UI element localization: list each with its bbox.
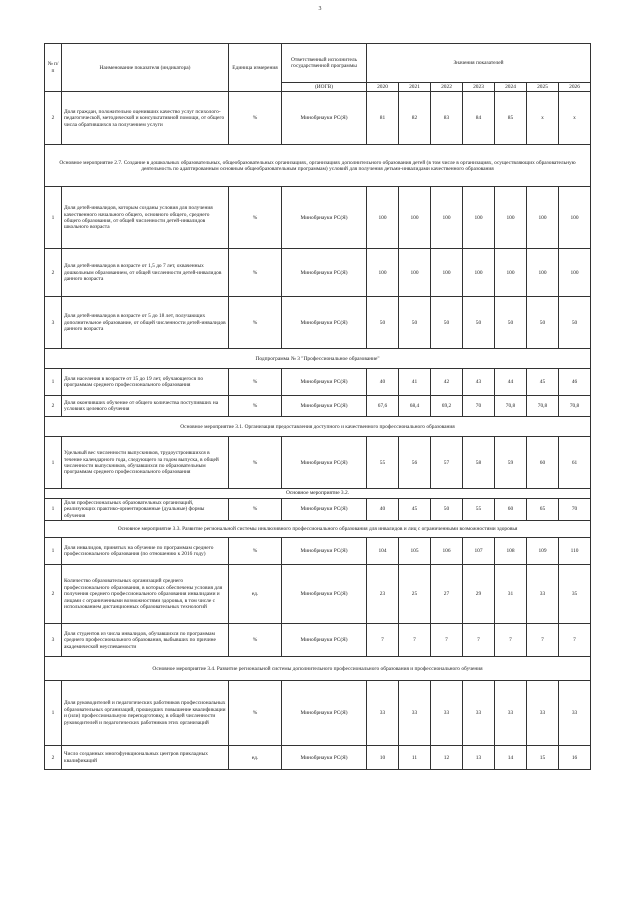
value-cell: 55 xyxy=(463,498,495,520)
value-cell: 43 xyxy=(463,369,495,396)
value-cell: 11 xyxy=(399,746,431,770)
row-num: 1 xyxy=(45,187,62,249)
value-cell: 40 xyxy=(367,498,399,520)
section-title: Основное мероприятие 3.1. Организация предоставления доступного и качественного профессионального образования xyxy=(45,417,591,437)
section-title: Основное мероприятие 3.4. Развитие региональной системы дополнительного профессионального образования и профессионального обучения xyxy=(45,657,591,681)
indicator-name: Доля населения в возрасте от 15 до 19 лет, обучающегося по программам среднего профессионального образования xyxy=(62,369,229,396)
value-cell: 70,8 xyxy=(527,396,559,417)
header-year: 2021 xyxy=(399,83,431,92)
value-cell: 12 xyxy=(431,746,463,770)
table-row xyxy=(45,437,591,489)
value-cell: 10 xyxy=(367,746,399,770)
value-cell: 15 xyxy=(527,746,559,770)
value-cell: 100 xyxy=(463,187,495,249)
value-cell: 100 xyxy=(367,187,399,249)
value-cell: 100 xyxy=(559,187,591,249)
unit: % xyxy=(229,624,282,657)
page-number: 3 xyxy=(318,6,322,12)
value-cell: 13 xyxy=(463,746,495,770)
value-cell: 23 xyxy=(367,565,399,624)
section-title: Основное мероприятие 2.7. Создание в дошкольных образовательных, общеобразовательных организациях, организациях дополнительного образования детей (в том числе в организациях, осуществляющих образовательную деятельность по адаптированным основным общеобразовательным программам) условий для получения детьми-инвалидами качественного образования xyxy=(45,145,591,187)
value-cell: 27 xyxy=(431,565,463,624)
unit: % xyxy=(229,187,282,249)
value-cell: 33 xyxy=(527,565,559,624)
row-num: 1 xyxy=(45,437,62,489)
value-cell: 70,8 xyxy=(495,396,527,417)
header-year: 2025 xyxy=(527,83,559,92)
value-cell: 108 xyxy=(495,538,527,565)
value-cell: 69,2 xyxy=(431,396,463,417)
value-cell: 7 xyxy=(431,624,463,657)
indicator-name: Доля окончивших обучение от общего количества поступивших на условиях целевого обучения xyxy=(62,396,229,417)
row-num: 1 xyxy=(45,369,62,396)
table-row xyxy=(45,92,591,145)
value-cell: 105 xyxy=(399,538,431,565)
section-row xyxy=(45,145,591,187)
indicator-name: Доля детей-инвалидов, которым созданы условия для получения качественного начального общего, основного общего, среднего общего образования, от общей численности детей-инвалидов школьного возраста xyxy=(62,187,229,249)
value-cell: х xyxy=(559,92,591,145)
value-cell: 50 xyxy=(431,498,463,520)
value-cell: 100 xyxy=(527,249,559,297)
executor: Минобрнауки РС(Я) xyxy=(282,498,367,520)
unit: % xyxy=(229,396,282,417)
row-num: 2 xyxy=(45,746,62,770)
value-cell: 100 xyxy=(431,187,463,249)
table-row xyxy=(45,681,591,746)
section-title: Основное мероприятие 3.3. Развитие региональной системы инклюзивного профессионального образования для инвалидов и лиц с ограниченными возможностями здоровья xyxy=(45,521,591,538)
header-exec-abbr: (ИОГВ) xyxy=(282,83,367,92)
table-row xyxy=(45,396,591,417)
table-row xyxy=(45,498,591,520)
table-row xyxy=(45,249,591,297)
value-cell: 45 xyxy=(527,369,559,396)
value-cell: 7 xyxy=(367,624,399,657)
executor: Минобрнауки РС(Я) xyxy=(282,746,367,770)
value-cell: 100 xyxy=(559,249,591,297)
indicator-name: Доля инвалидов, принятых на обучение по программам среднего профессионального образования (по отношению к 2016 году) xyxy=(62,538,229,565)
indicator-name: Доля детей-инвалидов в возрасте от 5 до 18 лет, получающих дополнительное образование, от общей численности детей-инвалидов данного возраста xyxy=(62,297,229,349)
value-cell: 70 xyxy=(463,396,495,417)
unit: ед. xyxy=(229,565,282,624)
value-cell: 33 xyxy=(367,681,399,746)
value-cell: 68,4 xyxy=(399,396,431,417)
value-cell: х xyxy=(527,92,559,145)
value-cell: 60 xyxy=(495,498,527,520)
indicator-name: Число созданных многофункциональных центров прикладных квалификаций xyxy=(62,746,229,770)
unit: ед. xyxy=(229,746,282,770)
executor: Минобрнауки РС(Я) xyxy=(282,565,367,624)
section-row xyxy=(45,417,591,437)
table-row xyxy=(45,187,591,249)
value-cell: 67,6 xyxy=(367,396,399,417)
value-cell: 7 xyxy=(463,624,495,657)
value-cell: 7 xyxy=(559,624,591,657)
value-cell: 61 xyxy=(559,437,591,489)
value-cell: 70,8 xyxy=(559,396,591,417)
value-cell: 107 xyxy=(463,538,495,565)
header-year: 2024 xyxy=(495,83,527,92)
value-cell: 7 xyxy=(527,624,559,657)
value-cell: 100 xyxy=(527,187,559,249)
executor: Минобрнауки РС(Я) xyxy=(282,396,367,417)
row-num: 3 xyxy=(45,297,62,349)
table-row xyxy=(45,538,591,565)
value-cell: 84 xyxy=(463,92,495,145)
value-cell: 44 xyxy=(495,369,527,396)
section-title: Основное мероприятие 3.2. xyxy=(45,489,591,498)
section-row xyxy=(45,657,591,681)
indicator-name: Удельный вес численности выпускников, трудоустроившихся в течение календарного года, следующего за годом выпуска, в общей численности выпускников, обучавшихся по образовательным программам среднего профессионального образования xyxy=(62,437,229,489)
table-row xyxy=(45,369,591,396)
executor: Минобрнауки РС(Я) xyxy=(282,437,367,489)
unit: % xyxy=(229,681,282,746)
executor: Минобрнауки РС(Я) xyxy=(282,681,367,746)
unit: % xyxy=(229,249,282,297)
value-cell: 59 xyxy=(495,437,527,489)
unit: % xyxy=(229,92,282,145)
header-exec: Ответственный исполнитель государственной программы xyxy=(282,44,367,83)
row-num: 2 xyxy=(45,249,62,297)
indicator-name: Доля руководителей и педагогических работников профессиональных образовательных организаций, прошедших повышение квалификации и (или) профессиональную переподготовку, в общей численности руководителей и педагогических работников этих организаций xyxy=(62,681,229,746)
executor: Минобрнауки РС(Я) xyxy=(282,538,367,565)
value-cell: 14 xyxy=(495,746,527,770)
value-cell: 7 xyxy=(495,624,527,657)
value-cell: 46 xyxy=(559,369,591,396)
table-row xyxy=(45,624,591,657)
row-num: 1 xyxy=(45,538,62,565)
value-cell: 41 xyxy=(399,369,431,396)
value-cell: 100 xyxy=(399,187,431,249)
value-cell: 33 xyxy=(463,681,495,746)
value-cell: 81 xyxy=(367,92,399,145)
value-cell: 50 xyxy=(495,297,527,349)
value-cell: 42 xyxy=(431,369,463,396)
header-year: 2023 xyxy=(463,83,495,92)
row-num: 1 xyxy=(45,498,62,520)
header-unit: Единица измерения xyxy=(229,44,282,92)
executor: Минобрнауки РС(Я) xyxy=(282,187,367,249)
value-cell: 33 xyxy=(495,681,527,746)
executor: Минобрнауки РС(Я) xyxy=(282,92,367,145)
indicator-name: Доля профессиональных образовательных организаций, реализующих практико-ориентированные (дуальные) формы обучения xyxy=(62,498,229,520)
value-cell: 16 xyxy=(559,746,591,770)
value-cell: 100 xyxy=(399,249,431,297)
value-cell: 50 xyxy=(399,297,431,349)
section-row xyxy=(45,489,591,498)
value-cell: 33 xyxy=(399,681,431,746)
value-cell: 70 xyxy=(559,498,591,520)
header-name: Наименование показателя (индикатора) xyxy=(62,44,229,92)
unit: % xyxy=(229,437,282,489)
value-cell: 29 xyxy=(463,565,495,624)
executor: Минобрнауки РС(Я) xyxy=(282,249,367,297)
indicator-name: Количество образовательных организаций среднего профессионального образования, в которых обеспечены условия для получения среднего профессионального образования инвалидами и лицами с ограниченными возможностями здоровья, в том числе с использованием дистанционных образовательных технологий xyxy=(62,565,229,624)
unit: % xyxy=(229,498,282,520)
row-num: 2 xyxy=(45,565,62,624)
value-cell: 31 xyxy=(495,565,527,624)
value-cell: 100 xyxy=(463,249,495,297)
value-cell: 33 xyxy=(559,681,591,746)
value-cell: 40 xyxy=(367,369,399,396)
header-year: 2022 xyxy=(431,83,463,92)
value-cell: 104 xyxy=(367,538,399,565)
value-cell: 100 xyxy=(495,187,527,249)
value-cell: 55 xyxy=(367,437,399,489)
value-cell: 50 xyxy=(527,297,559,349)
indicator-name: Доля детей-инвалидов в возрасте от 1,5 до 7 лет, охваченных дошкольным образованием, от общей численности детей-инвалидов данного возраста xyxy=(62,249,229,297)
value-cell: 57 xyxy=(431,437,463,489)
header-values: Значения показателей xyxy=(367,44,591,83)
value-cell: 106 xyxy=(431,538,463,565)
indicator-name: Доля студентов из числа инвалидов, обучавшихся по программам среднего профессионального образования, выбывших по причине академической неуспеваемости xyxy=(62,624,229,657)
unit: % xyxy=(229,538,282,565)
value-cell: 25 xyxy=(399,565,431,624)
value-cell: 85 xyxy=(495,92,527,145)
table-row xyxy=(45,297,591,349)
value-cell: 58 xyxy=(463,437,495,489)
value-cell: 83 xyxy=(431,92,463,145)
section-row xyxy=(45,349,591,369)
executor: Минобрнауки РС(Я) xyxy=(282,369,367,396)
value-cell: 33 xyxy=(431,681,463,746)
value-cell: 50 xyxy=(431,297,463,349)
row-num: 2 xyxy=(45,92,62,145)
value-cell: 45 xyxy=(399,498,431,520)
value-cell: 60 xyxy=(527,437,559,489)
section-title: Подпрограмма № 3 "Профессиональное образование" xyxy=(45,349,591,369)
value-cell: 50 xyxy=(463,297,495,349)
value-cell: 50 xyxy=(559,297,591,349)
executor: Минобрнауки РС(Я) xyxy=(282,624,367,657)
value-cell: 82 xyxy=(399,92,431,145)
row-num: 1 xyxy=(45,681,62,746)
value-cell: 100 xyxy=(495,249,527,297)
value-cell: 100 xyxy=(431,249,463,297)
value-cell: 109 xyxy=(527,538,559,565)
header-year: 2020 xyxy=(367,83,399,92)
value-cell: 110 xyxy=(559,538,591,565)
table-row xyxy=(45,565,591,624)
value-cell: 35 xyxy=(559,565,591,624)
header-num: № п/п xyxy=(45,44,62,92)
header-year: 2026 xyxy=(559,83,591,92)
indicators-table xyxy=(44,43,591,770)
value-cell: 7 xyxy=(399,624,431,657)
row-num: 3 xyxy=(45,624,62,657)
value-cell: 65 xyxy=(527,498,559,520)
value-cell: 33 xyxy=(527,681,559,746)
row-num: 2 xyxy=(45,396,62,417)
value-cell: 56 xyxy=(399,437,431,489)
indicator-name: Доля граждан, положительно оценивших качество услуг психолого-педагогической, методической и консультативной помощи, от общего числа обратившихся за получением услуги xyxy=(62,92,229,145)
value-cell: 50 xyxy=(367,297,399,349)
value-cell: 100 xyxy=(367,249,399,297)
section-row xyxy=(45,521,591,538)
executor: Минобрнауки РС(Я) xyxy=(282,297,367,349)
unit: % xyxy=(229,297,282,349)
unit: % xyxy=(229,369,282,396)
table-row xyxy=(45,746,591,770)
